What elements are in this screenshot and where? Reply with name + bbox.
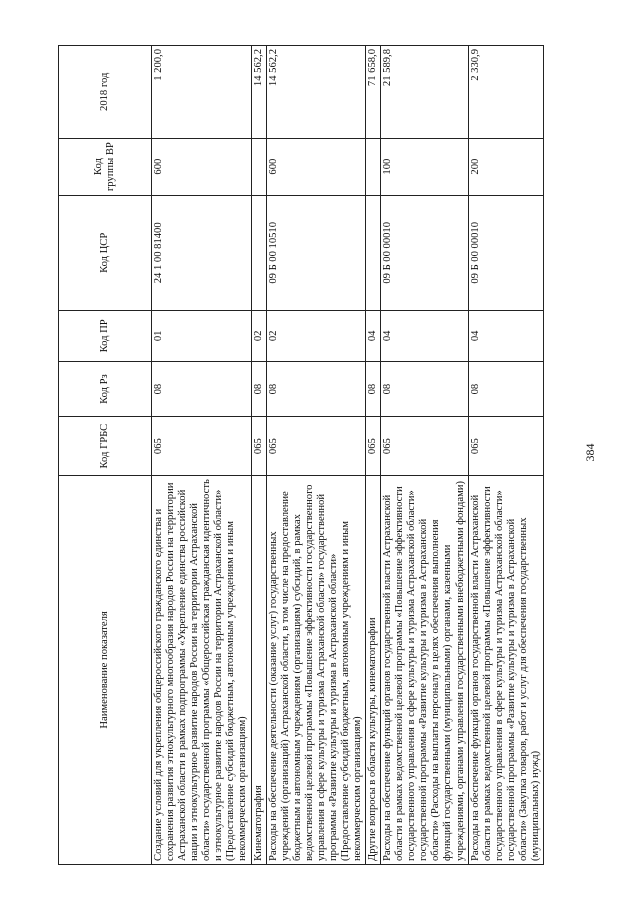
row-pr: 04 xyxy=(381,311,468,362)
row-name: Расходы на обеспечение деятельности (оказание услуг) государственных учреждений (организаций) Астраханской области, в том числе на предоставление бюджетным и автономным учреждениям (организациям) субсидий, в рамках ведомственной целевой программы «Повышение эффективности государственного управления в сфере культуры и туризма Астраханской области» государственной программы «Развитие культуры и туризма в Астраханской области» (Предоставление субсидий бюджетным, автономным учреждениям и иным некоммерческим организациям) xyxy=(266,475,366,864)
table-row xyxy=(381,46,468,865)
row-grbs: 065 xyxy=(468,417,543,475)
row-grbs: 065 xyxy=(381,417,468,475)
table-row xyxy=(468,46,543,865)
row-rz: 08 xyxy=(468,361,543,417)
header-grbs: Код ГРБС xyxy=(59,417,152,475)
row-rz: 08 xyxy=(366,361,381,417)
row-pr: 04 xyxy=(366,311,381,362)
row-pr: 04 xyxy=(468,311,543,362)
row-rz: 08 xyxy=(152,361,252,417)
row-grbs: 065 xyxy=(266,417,366,475)
table-row xyxy=(266,46,366,865)
row-vr xyxy=(366,138,381,195)
row-csr xyxy=(251,195,266,310)
row-grbs: 065 xyxy=(152,417,252,475)
row-sum: 21 589,8 xyxy=(381,46,468,139)
row-name: Кинематография xyxy=(251,475,266,864)
table-row xyxy=(152,46,252,865)
header-pr: Код ПР xyxy=(59,311,152,362)
budget-table xyxy=(58,45,544,865)
row-rz: 08 xyxy=(251,361,266,417)
row-csr: 09 Б 00 00010 xyxy=(381,195,468,310)
row-csr xyxy=(366,195,381,310)
header-vr: Код группы ВР xyxy=(59,138,152,195)
row-pr: 02 xyxy=(251,311,266,362)
row-sum: 14 562,2 xyxy=(251,46,266,139)
header-rz: Код Рз xyxy=(59,361,152,417)
row-csr: 24 1 00 81400 xyxy=(152,195,252,310)
row-grbs: 065 xyxy=(366,417,381,475)
row-sum: 14 562,2 xyxy=(266,46,366,139)
row-vr: 600 xyxy=(152,138,252,195)
row-name: Расходы на обеспечение функций органов государственной власти Астраханской области в рамках ведомственной целевой программы «Повышение эффективности государственного управления в сфере культуры и туризма Астраханской области» государственной программы «Развитие культуры и туризма в Астраханской области» (Расходы на выплаты персоналу в целях обеспечения выполнения функций государственными (муниципальными) органами, казенными учреждениями, органами управления государственными внебюджетными фондами) xyxy=(381,475,468,864)
row-grbs: 065 xyxy=(251,417,266,475)
row-csr: 09 Б 00 10510 xyxy=(266,195,366,310)
header-name: Наименование показателя xyxy=(59,475,152,864)
row-vr: 200 xyxy=(468,138,543,195)
row-name: Другие вопросы в области культуры, кинематографии xyxy=(366,475,381,864)
row-sum: 2 330,9 xyxy=(468,46,543,139)
table-row xyxy=(366,46,381,865)
row-pr: 02 xyxy=(266,311,366,362)
header-csr: Код ЦСР xyxy=(59,195,152,310)
row-name: Расходы на обеспечение функций органов государственной власти Астраханской области в рамках ведомственной целевой программы «Повышение эффективности государственного управления в сфере культуры и туризма Астраханской области» государственной программы «Развитие культуры и туризма в Астраханской области» (Закупка товаров, работ и услуг для обеспечения государственных (муниципальных) нужд) xyxy=(468,475,543,864)
row-name: Создание условий для укрепления общероссийского гражданского единства и сохранения развития этнокультурного многообразия народов России на территории Астраханской области в рамках подпрограммы «Укрепление единства российской нации и этнокультурное развитие народов России на территории Астраханской области» государственной программы «Общероссийская гражданская идентичность и этнокультурное развитие народов России на территории Астраханской области» (Предоставление субсидий бюджетным, автономным учреждениям и иным некоммерческим организациям) xyxy=(152,475,252,864)
row-vr: 100 xyxy=(381,138,468,195)
table-header-row xyxy=(59,46,152,865)
row-vr xyxy=(251,138,266,195)
row-sum: 71 658,0 xyxy=(366,46,381,139)
row-rz: 08 xyxy=(381,361,468,417)
header-sum: 2018 год xyxy=(59,46,152,139)
row-rz: 08 xyxy=(266,361,366,417)
table-row xyxy=(251,46,266,865)
row-csr: 09 Б 00 00010 xyxy=(468,195,543,310)
row-pr: 01 xyxy=(152,311,252,362)
row-sum: 1 200,0 xyxy=(152,46,252,139)
page-number: 384 xyxy=(583,443,597,462)
row-vr: 600 xyxy=(266,138,366,195)
